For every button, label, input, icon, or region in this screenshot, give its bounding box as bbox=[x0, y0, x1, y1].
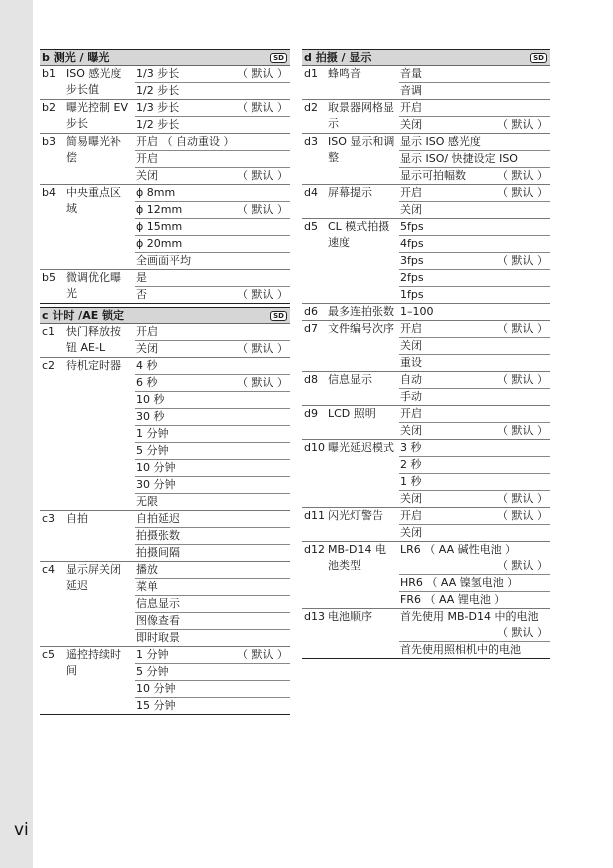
option-item bbox=[399, 473, 550, 490]
option-item bbox=[399, 524, 550, 541]
option-label: 6 秒 bbox=[136, 376, 158, 389]
setting-name: 遥控持续时间 bbox=[66, 648, 121, 677]
setting-options bbox=[135, 324, 290, 357]
option-label: HR6 （ AA 镍氢电池 ） bbox=[400, 576, 519, 589]
option-item bbox=[135, 612, 290, 629]
setting-row-d12 bbox=[302, 541, 550, 608]
option-label: 关闭 bbox=[136, 169, 158, 182]
option-item bbox=[399, 422, 550, 439]
setting-options bbox=[135, 511, 290, 561]
option-item bbox=[399, 456, 550, 473]
option-item bbox=[135, 185, 290, 201]
option-label: 2 秒 bbox=[400, 458, 422, 471]
option-item bbox=[135, 511, 290, 527]
option-item bbox=[135, 493, 290, 510]
setting-options bbox=[135, 134, 290, 184]
setting-name: 曝光延迟模式 bbox=[328, 441, 394, 454]
option-item bbox=[399, 388, 550, 405]
setting-id: d4 bbox=[304, 186, 318, 199]
setting-name: 文件编号次序 bbox=[328, 322, 394, 335]
setting-row-d13 bbox=[302, 608, 550, 658]
option-label: 10 分钟 bbox=[136, 461, 176, 474]
option-item bbox=[399, 542, 550, 574]
setting-name: 中央重点区域 bbox=[66, 186, 121, 215]
setting-options bbox=[135, 358, 290, 510]
option-label: 开启 bbox=[136, 325, 158, 338]
default-marker: （ 默认 ） bbox=[237, 288, 288, 301]
setting-options bbox=[399, 406, 550, 439]
option-item bbox=[135, 374, 290, 391]
option-label: 1/3 步长 bbox=[136, 67, 180, 80]
option-label: 播放 bbox=[136, 563, 158, 576]
setting-id: d8 bbox=[304, 373, 318, 386]
default-marker: （ 默认 ） bbox=[237, 169, 288, 182]
option-item bbox=[135, 66, 290, 82]
option-item bbox=[135, 442, 290, 459]
setting-name: 快门释放按钮 AE-L bbox=[66, 325, 121, 354]
option-item bbox=[399, 508, 550, 524]
option-label: 30 分钟 bbox=[136, 478, 176, 491]
setting-row-b4 bbox=[40, 184, 290, 269]
default-marker: （ 默认 ） bbox=[497, 169, 548, 182]
option-item bbox=[135, 647, 290, 663]
setting-name: 自拍 bbox=[66, 512, 88, 525]
option-item bbox=[135, 663, 290, 680]
setting-options bbox=[399, 66, 550, 99]
option-label: ϕ 12mm bbox=[136, 203, 183, 216]
option-item bbox=[135, 286, 290, 303]
section-title: d 拍摄 / 显示 bbox=[304, 51, 372, 64]
option-item bbox=[135, 324, 290, 340]
option-item bbox=[135, 680, 290, 697]
option-item bbox=[135, 527, 290, 544]
option-label: 关闭 bbox=[400, 118, 422, 131]
option-label: 1fps bbox=[400, 288, 424, 301]
option-label: 4fps bbox=[400, 237, 424, 250]
option-item bbox=[135, 697, 290, 714]
option-label: 关闭 bbox=[136, 342, 158, 355]
option-label: 1/3 步长 bbox=[136, 101, 180, 114]
option-label: 30 秒 bbox=[136, 410, 165, 423]
option-item bbox=[135, 340, 290, 357]
option-label: LR6 （ AA 碱性电池 ） bbox=[400, 543, 517, 556]
setting-row-b3 bbox=[40, 133, 290, 184]
default-marker: （ 默认 ） bbox=[497, 424, 548, 437]
default-marker: （ 默认 ） bbox=[497, 118, 548, 131]
setting-name: CL 模式拍摄速度 bbox=[328, 220, 390, 249]
option-label: 自动 bbox=[400, 373, 422, 386]
default-marker: （ 默认 ） bbox=[497, 322, 548, 335]
setting-name: LCD 照明 bbox=[328, 407, 376, 420]
setting-options bbox=[135, 185, 290, 269]
setting-options bbox=[135, 100, 290, 133]
setting-id: b5 bbox=[42, 271, 56, 284]
option-item bbox=[399, 406, 550, 422]
default-marker: （ 默认 ） bbox=[497, 492, 548, 505]
option-label: 音调 bbox=[400, 84, 422, 97]
setting-options bbox=[399, 372, 550, 405]
option-label: 2fps bbox=[400, 271, 424, 284]
default-marker: （ 默认 ） bbox=[237, 101, 288, 114]
setting-id: c1 bbox=[42, 325, 56, 338]
setting-row-b5 bbox=[40, 269, 290, 303]
page-margin-strip bbox=[0, 0, 33, 868]
option-label: ϕ 15mm bbox=[136, 220, 183, 233]
option-label: ϕ 20mm bbox=[136, 237, 183, 250]
option-item bbox=[135, 218, 290, 235]
option-label: 5 分钟 bbox=[136, 444, 169, 457]
default-marker: （ 默认 ） bbox=[237, 342, 288, 355]
sd-card-icon: SD bbox=[270, 311, 287, 321]
option-label: 1 分钟 bbox=[136, 427, 169, 440]
option-item bbox=[135, 235, 290, 252]
section-header bbox=[302, 50, 550, 66]
option-item bbox=[399, 591, 550, 608]
setting-id: d13 bbox=[304, 610, 325, 623]
setting-id: c3 bbox=[42, 512, 56, 525]
option-item bbox=[135, 134, 290, 150]
option-item bbox=[135, 201, 290, 218]
option-item bbox=[135, 562, 290, 578]
option-label: 5 分钟 bbox=[136, 665, 169, 678]
option-item bbox=[399, 321, 550, 337]
setting-id: d11 bbox=[304, 509, 325, 522]
option-item bbox=[399, 490, 550, 507]
option-label: 关闭 bbox=[400, 526, 422, 539]
default-marker: （ 默认 ） bbox=[497, 509, 548, 522]
setting-name: 屏幕提示 bbox=[328, 186, 372, 199]
setting-row-d4 bbox=[302, 184, 550, 218]
section-c bbox=[40, 307, 290, 715]
setting-id: d9 bbox=[304, 407, 318, 420]
option-label: 开启 bbox=[400, 322, 422, 335]
option-label: 首先使用照相机中的电池 bbox=[400, 643, 521, 656]
option-item bbox=[399, 354, 550, 371]
option-label: 无限 bbox=[136, 495, 158, 508]
option-item bbox=[135, 116, 290, 133]
left-column bbox=[40, 49, 290, 715]
option-item bbox=[399, 609, 550, 641]
option-label: 开启 bbox=[400, 101, 422, 114]
option-label: 自拍延迟 bbox=[136, 512, 180, 525]
setting-name: 蜂鸣音 bbox=[328, 67, 361, 80]
setting-options bbox=[399, 100, 550, 133]
setting-name: 取景器网格显示 bbox=[328, 101, 394, 130]
option-label: 全画面平均 bbox=[136, 254, 191, 267]
option-label: 15 分钟 bbox=[136, 699, 176, 712]
option-label: 是 bbox=[136, 271, 147, 284]
setting-options bbox=[399, 542, 550, 608]
option-item bbox=[399, 66, 550, 82]
option-item bbox=[399, 440, 550, 456]
setting-id: d12 bbox=[304, 543, 325, 556]
setting-id: d3 bbox=[304, 135, 318, 148]
default-marker: （ 默认 ） bbox=[237, 648, 288, 661]
setting-row-c3 bbox=[40, 510, 290, 561]
setting-row-b1 bbox=[40, 66, 290, 99]
option-item bbox=[399, 574, 550, 591]
option-label: 10 秒 bbox=[136, 393, 165, 406]
setting-options bbox=[399, 134, 550, 184]
option-label: 关闭 bbox=[400, 339, 422, 352]
option-item bbox=[135, 476, 290, 493]
option-item bbox=[135, 252, 290, 269]
option-item bbox=[399, 185, 550, 201]
setting-options bbox=[399, 321, 550, 371]
default-marker: （ 默认 ） bbox=[497, 373, 548, 386]
section-header bbox=[40, 50, 290, 66]
option-item bbox=[135, 270, 290, 286]
option-label: 信息显示 bbox=[136, 597, 180, 610]
option-label: 1 秒 bbox=[400, 475, 422, 488]
option-label: 重设 bbox=[400, 356, 422, 369]
default-marker: （ 默认 ） bbox=[237, 203, 288, 216]
option-label: 拍摄间隔 bbox=[136, 546, 180, 559]
section-title: b 测光 / 曝光 bbox=[42, 51, 110, 64]
setting-id: b1 bbox=[42, 67, 56, 80]
setting-options bbox=[399, 185, 550, 218]
option-label: 1/2 步长 bbox=[136, 84, 180, 97]
option-item bbox=[399, 269, 550, 286]
option-item bbox=[399, 337, 550, 354]
setting-row-d2 bbox=[302, 99, 550, 133]
option-item bbox=[135, 358, 290, 374]
setting-options bbox=[135, 647, 290, 714]
option-label: 拍摄张数 bbox=[136, 529, 180, 542]
setting-options bbox=[135, 270, 290, 303]
option-label: 关闭 bbox=[400, 424, 422, 437]
option-label: 显示 ISO 感光度 bbox=[400, 135, 481, 148]
sd-card-icon: SD bbox=[530, 53, 547, 63]
setting-id: b4 bbox=[42, 186, 56, 199]
option-label: 菜单 bbox=[136, 580, 158, 593]
setting-row-d5 bbox=[302, 218, 550, 303]
setting-row-d3 bbox=[302, 133, 550, 184]
setting-id: c2 bbox=[42, 359, 56, 372]
option-item bbox=[135, 629, 290, 646]
setting-name: 待机定时器 bbox=[66, 359, 121, 372]
setting-name: 微调优化曝光 bbox=[66, 271, 121, 300]
default-marker: （ 默认 ） bbox=[497, 186, 548, 199]
setting-id: d5 bbox=[304, 220, 318, 233]
setting-name: ISO 感光度步长值 bbox=[66, 67, 122, 96]
setting-name: ISO 显示和调整 bbox=[328, 135, 395, 164]
default-marker: （ 默认 ） bbox=[497, 559, 548, 572]
option-label: 1/2 步长 bbox=[136, 118, 180, 131]
setting-id: b2 bbox=[42, 101, 56, 114]
setting-name: 信息显示 bbox=[328, 373, 372, 386]
setting-row-d6 bbox=[302, 303, 550, 320]
setting-options bbox=[399, 609, 550, 658]
option-item bbox=[399, 641, 550, 658]
option-label: 否 bbox=[136, 288, 147, 301]
sd-card-icon: SD bbox=[270, 53, 287, 63]
option-item bbox=[399, 100, 550, 116]
setting-id: c5 bbox=[42, 648, 56, 661]
option-item bbox=[399, 286, 550, 303]
default-marker: （ 默认 ） bbox=[497, 254, 548, 267]
setting-row-d11 bbox=[302, 507, 550, 541]
option-label: 首先使用 MB-D14 中的电池 bbox=[400, 610, 539, 623]
setting-name: 简易曝光补偿 bbox=[66, 135, 121, 164]
setting-options bbox=[135, 562, 290, 646]
setting-name: 闪光灯警告 bbox=[328, 509, 383, 522]
option-item bbox=[399, 116, 550, 133]
option-item bbox=[399, 235, 550, 252]
option-label: 手动 bbox=[400, 390, 422, 403]
option-item bbox=[135, 595, 290, 612]
setting-row-d1 bbox=[302, 66, 550, 99]
page-number: vi bbox=[14, 820, 29, 840]
option-label: 10 分钟 bbox=[136, 682, 176, 695]
setting-id: d7 bbox=[304, 322, 318, 335]
default-marker: （ 默认 ） bbox=[497, 626, 548, 639]
setting-id: c4 bbox=[42, 563, 56, 576]
option-item bbox=[135, 408, 290, 425]
option-item bbox=[399, 201, 550, 218]
right-column bbox=[302, 49, 550, 659]
option-item bbox=[135, 544, 290, 561]
setting-name: 最多连拍张数 bbox=[328, 305, 394, 318]
setting-name: 显示屏关闭延迟 bbox=[66, 563, 121, 592]
setting-id: b3 bbox=[42, 135, 56, 148]
option-label: 1–100 bbox=[400, 305, 434, 318]
option-item bbox=[399, 167, 550, 184]
setting-options bbox=[399, 304, 550, 320]
option-label: 显示 ISO/ 快捷设定 ISO bbox=[400, 152, 518, 165]
option-label: 开启 （ 自动重设 ） bbox=[136, 135, 235, 148]
option-item bbox=[399, 82, 550, 99]
section-d bbox=[302, 49, 550, 659]
option-item bbox=[135, 150, 290, 167]
setting-options bbox=[135, 66, 290, 99]
setting-options bbox=[399, 508, 550, 541]
setting-name: MB-D14 电池类型 bbox=[328, 543, 386, 572]
setting-id: d1 bbox=[304, 67, 318, 80]
setting-row-d7 bbox=[302, 320, 550, 371]
option-item bbox=[399, 219, 550, 235]
setting-row-c4 bbox=[40, 561, 290, 646]
option-label: 4 秒 bbox=[136, 359, 158, 372]
option-label: 开启 bbox=[400, 407, 422, 420]
setting-row-d8 bbox=[302, 371, 550, 405]
section-title: c 计时 /AE 锁定 bbox=[42, 309, 125, 322]
setting-options bbox=[399, 440, 550, 507]
default-marker: （ 默认 ） bbox=[237, 67, 288, 80]
option-item bbox=[135, 82, 290, 99]
option-label: 即时取景 bbox=[136, 631, 180, 644]
setting-row-d9 bbox=[302, 405, 550, 439]
setting-row-d10 bbox=[302, 439, 550, 507]
setting-row-c5 bbox=[40, 646, 290, 714]
option-item bbox=[399, 372, 550, 388]
option-item bbox=[135, 391, 290, 408]
default-marker: （ 默认 ） bbox=[237, 376, 288, 389]
option-item bbox=[399, 150, 550, 167]
setting-name: 电池顺序 bbox=[328, 610, 372, 623]
option-item bbox=[135, 100, 290, 116]
option-label: 1 分钟 bbox=[136, 648, 169, 661]
setting-id: d10 bbox=[304, 441, 325, 454]
setting-row-c1 bbox=[40, 324, 290, 357]
setting-id: d2 bbox=[304, 101, 318, 114]
setting-row-c2 bbox=[40, 357, 290, 510]
option-item bbox=[399, 134, 550, 150]
option-item bbox=[135, 578, 290, 595]
option-label: 开启 bbox=[400, 509, 422, 522]
option-item bbox=[399, 304, 550, 320]
option-item bbox=[135, 167, 290, 184]
option-label: 3fps bbox=[400, 254, 424, 267]
option-label: 音量 bbox=[400, 67, 422, 80]
option-label: 开启 bbox=[400, 186, 422, 199]
option-label: 图像查看 bbox=[136, 614, 180, 627]
option-label: 开启 bbox=[136, 152, 158, 165]
setting-name: 曝光控制 EV 步长 bbox=[66, 101, 128, 130]
section-b bbox=[40, 49, 290, 304]
setting-id: d6 bbox=[304, 305, 318, 318]
option-label: ϕ 8mm bbox=[136, 186, 176, 199]
option-item bbox=[399, 252, 550, 269]
setting-row-b2 bbox=[40, 99, 290, 133]
option-label: 3 秒 bbox=[400, 441, 422, 454]
option-label: 显示可拍幅数 bbox=[400, 169, 466, 182]
setting-options bbox=[399, 219, 550, 303]
option-label: FR6 （ AA 锂电池 ） bbox=[400, 593, 506, 606]
option-item bbox=[135, 459, 290, 476]
option-label: 5fps bbox=[400, 220, 424, 233]
section-header bbox=[40, 308, 290, 324]
option-item bbox=[135, 425, 290, 442]
option-label: 关闭 bbox=[400, 203, 422, 216]
option-label: 关闭 bbox=[400, 492, 422, 505]
